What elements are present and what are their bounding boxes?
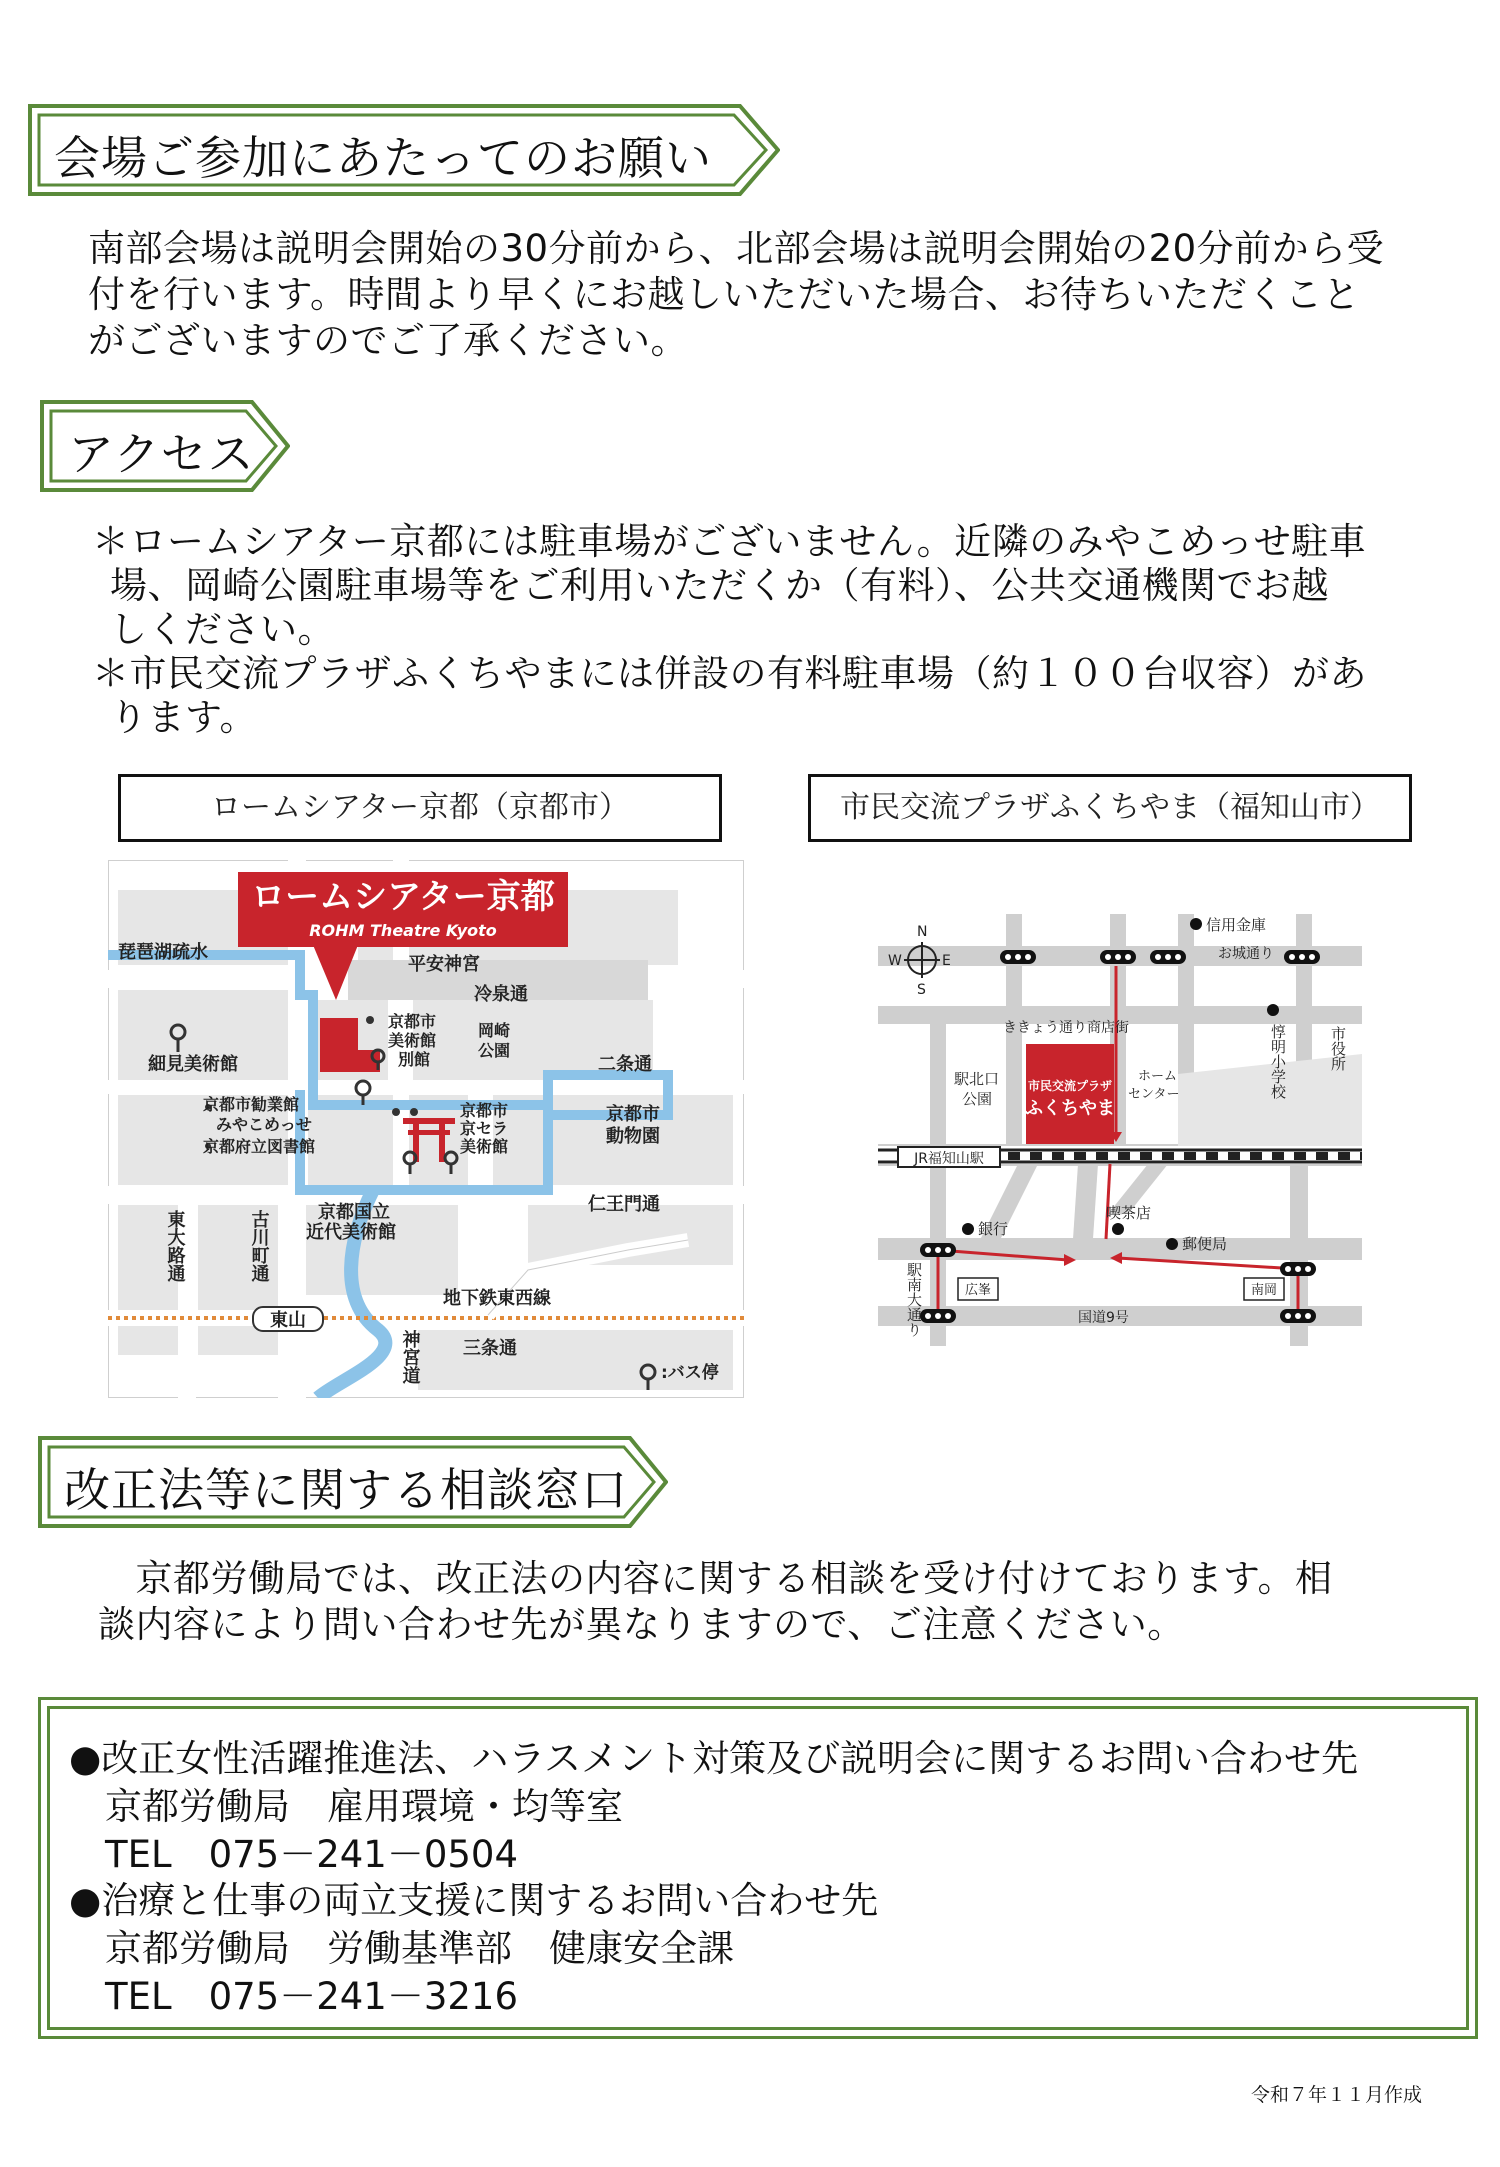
compass-south: S	[917, 982, 926, 998]
map-label: 南岡	[1250, 1283, 1278, 1298]
map-label: ききょう通り商店街	[1003, 1020, 1129, 1036]
station-label: 東山	[270, 1310, 306, 1331]
map-label: 美術館	[460, 1137, 509, 1156]
created-date: 令和７年１１月作成	[1250, 2084, 1422, 2106]
map-label: 京都国立	[318, 1202, 390, 1223]
map-label: 平安神宮	[408, 954, 480, 975]
map-label: :バス停	[661, 1363, 719, 1383]
map-fukuchiyama	[878, 914, 1362, 1374]
map-fukuchiyama-svg	[878, 914, 1362, 1374]
map-label: 京都市	[388, 1012, 437, 1031]
contact-department: 京都労働局 雇用環境・均等室	[105, 1785, 623, 1828]
map-label: お城通り	[1218, 946, 1274, 962]
section-header-access	[40, 400, 290, 492]
map-label: 二条通	[598, 1054, 652, 1075]
access-notes	[92, 520, 1472, 740]
map-label: 公園	[962, 1090, 993, 1108]
map-label: 信用金庫	[1206, 916, 1267, 934]
note-line: しください。	[110, 608, 335, 651]
note-line: 場、岡崎公園駐車場等をご利用いただくか（有料）、公共交通機関でお越	[110, 564, 1329, 607]
contact-heading: ●治療と仕事の両立支援に関するお問い合わせ先	[69, 1879, 879, 1922]
map-label: 岡崎	[478, 1021, 511, 1040]
paragraph-line: 談内容により問い合わせ先が異なりますので、ご注意ください。	[98, 1603, 1185, 1646]
map-label: 京セラ	[460, 1119, 509, 1138]
map-label: センター	[1128, 1087, 1180, 1102]
compass-west: W	[888, 953, 902, 969]
venue-label: 市民交流プラザ	[1027, 1079, 1113, 1093]
map-label: 駅南大通り	[905, 1262, 923, 1337]
map-label: 郵便局	[1182, 1235, 1228, 1253]
map-label: 古川町通	[248, 1210, 270, 1282]
map-label: 東大路通	[164, 1210, 186, 1282]
section-title: 改正法等に関する相談窓口	[64, 1463, 628, 1517]
paragraph-line: 京都労働局では、改正法の内容に関する相談を受け付けております。相	[98, 1557, 1333, 1600]
venue-label: ふくちやま	[1025, 1098, 1115, 1119]
paragraph-line: 南部会場は説明会開始の30分前から、北部会場は説明会開始の20分前から受	[88, 227, 1385, 270]
map-label: 琵琶湖疏水	[118, 942, 208, 963]
map-label: みやこめっせ	[216, 1115, 312, 1134]
map-label: 国道9号	[1078, 1310, 1129, 1326]
paragraph-line: 付を行います。時間より早くにお越しいただいた場合、お待ちいただくこと	[88, 273, 1361, 316]
contact-phone: TEL 075－241－3216	[105, 1975, 518, 2018]
map-label: 駅北口	[954, 1070, 1000, 1088]
map-label: 銀行	[978, 1220, 1009, 1238]
note-line: ります。	[110, 696, 258, 739]
map-label: 地下鉄東西線	[443, 1288, 551, 1309]
map-label: 細見美術館	[148, 1054, 238, 1075]
section-title: アクセス	[68, 427, 255, 481]
contact-department: 京都労働局 労働基準部 健康安全課	[105, 1927, 734, 1970]
map-label: 惇明小学校	[1269, 1024, 1287, 1099]
consult-paragraph	[98, 1556, 1478, 1648]
paragraph-line: がございますのでご了承ください。	[88, 319, 688, 362]
section-header-consult	[38, 1436, 668, 1528]
venue-label-en: ROHM Theatre Kyoto	[309, 921, 497, 940]
contact-heading: ●改正女性活躍推進法、ハラスメント対策及び説明会に関するお問い合わせ先	[69, 1737, 1359, 1780]
map-label: 広峯	[964, 1283, 992, 1298]
note-line: ＊ロームシアター京都には駐車場がございません。近隣のみやこめっせ駐車	[92, 520, 1367, 563]
map-caption-fukuchiyama: 市民交流プラザふくちやま（福知山市）	[808, 774, 1412, 842]
note-line: ＊市民交流プラザふくちやまには併設の有料駐車場（約１００台収容）があ	[92, 652, 1367, 695]
venue-paragraph	[88, 226, 1468, 364]
section-title: 会場ご参加にあたってのお願い	[54, 131, 712, 185]
map-label: 美術館	[388, 1031, 437, 1050]
map-label: 京都市	[460, 1101, 509, 1120]
map-label: 冷泉通	[474, 984, 528, 1005]
map-label: 市役所	[1329, 1026, 1347, 1071]
map-label: 別館	[398, 1050, 431, 1069]
map-rohm-theatre	[108, 860, 744, 1398]
map-rohm-svg	[108, 860, 744, 1398]
map-label: 近代美術館	[306, 1222, 396, 1243]
map-label: 京都市	[606, 1104, 660, 1125]
compass-east: E	[942, 953, 951, 969]
map-label: ホーム	[1138, 1069, 1178, 1084]
contact-phone: TEL 075－241－0504	[105, 1833, 518, 1876]
map-label: 動物園	[606, 1126, 660, 1147]
map-label: 仁王門通	[588, 1194, 660, 1215]
compass-icon	[888, 924, 951, 998]
map-label: 京都市勧業館	[203, 1095, 300, 1114]
map-label: 三条通	[463, 1338, 517, 1359]
contact-box	[38, 1697, 1478, 2039]
map-label: 公園	[478, 1041, 511, 1060]
station-label: JR福知山駅	[914, 1151, 984, 1167]
map-label: 京都府立図書館	[203, 1137, 316, 1156]
venue-label: ロームシアター京都	[251, 877, 555, 917]
map-caption-rohm: ロームシアター京都（京都市）	[118, 774, 722, 842]
map-label: 喫茶店	[1106, 1204, 1152, 1222]
map-label: 神宮道	[399, 1330, 421, 1384]
section-header-venue	[28, 104, 780, 196]
compass-north: N	[917, 924, 928, 940]
